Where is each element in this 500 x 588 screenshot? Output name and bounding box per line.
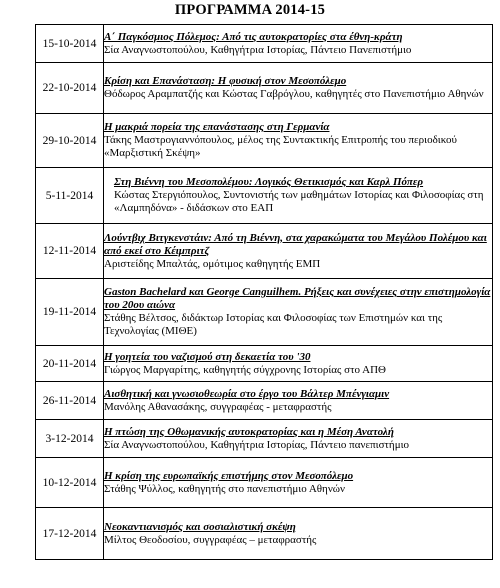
row-date: 29-10-2014: [36, 114, 104, 168]
lecture-topic: Αισθητική και γνωσιοθεωρία στο έργο του Βάλτερ Μπένγιαμιν: [104, 387, 390, 400]
schedule-table: [35, 24, 493, 560]
lecture-speaker: Στάθης Βέλτσος, διδάκτωρ Ιστορίας και Φιλοσοφίας των Επιστημών και της Τεχνολογίας (ΜΙΘΕ): [104, 312, 443, 337]
row-info: [104, 63, 493, 114]
row-info: [104, 114, 493, 168]
row-date: 22-10-2014: [36, 63, 104, 114]
lecture-speaker: Σία Αναγνωστοπούλου, Καθηγήτρια Ιστορίας, Πάντειο Πανεπιστήμιο: [104, 43, 412, 56]
row-info: [104, 508, 493, 560]
lecture-speaker: Τάκης Μαστρογιαννόπουλος, μέλος της Συντακτικής Επιτροπής του περιοδικού «Μαρξιστική Σκέψη»: [104, 134, 457, 159]
page-title: ΠΡΟΓΡΑΜΜΑ 2014-15: [174, 2, 326, 18]
lecture-speaker: Μίλτος Θεοδοσίου, συγγραφέας – μεταφραστής: [104, 533, 317, 546]
row-date: 10-12-2014: [36, 458, 104, 508]
lecture-speaker: Θόδωρος Αραμπατζής και Κώστας Γαβρόγλου, καθηγητές στο Πανεπιστήμιο Αθηνών: [104, 88, 484, 100]
lecture-topic: Α΄ Παγκόσμιος Πόλεμος: Από τις αυτοκρατορίες στα έθνη-κράτη: [104, 30, 403, 43]
lecture-topic: Η πτώση της Οθωμανικής αυτοκρατορίας και η Μέση Ανατολή: [104, 425, 394, 438]
lecture-speaker: Γιώργος Μαργαρίτης, καθηγητής σύγχρονης Ιστορίας στο ΑΠΘ: [104, 363, 386, 376]
lecture-topic: Κρίση και Επανάσταση: Η φυσική στον Μεσοπόλεμο: [104, 75, 347, 87]
lecture-topic: Νεοκαντιανισμός και σοσιαλιστική σκέψη: [104, 520, 296, 533]
lecture-speaker: Σία Αναγνωστοπούλου, Καθηγήτρια Ιστορίας, Πάντειο πανεπιστήμιο: [104, 438, 410, 451]
row-date: 5-11-2014: [36, 168, 104, 224]
lecture-topic: Η γοητεία του ναζισμού στη δεκαετία του '30: [104, 350, 311, 363]
table-row: [36, 508, 493, 560]
row-info: [104, 420, 493, 458]
lecture-speaker: Αριστείδης Μπαλτάς, ομότιμος καθηγητής ΕΜΠ: [104, 257, 321, 270]
lecture-topic: Στη Βιέννη του Μεσοπολέμου: Λογικός Θετικισμός και Καρλ Πόπερ: [114, 176, 424, 188]
lecture-topic: Λούντβιχ Βιτγκενστάιν: Από τη Βιέννη, στα χαρακώματα του Μεγάλου Πολέμου και από εκεί στο Κέιμπριτζ: [104, 231, 487, 257]
row-info: [104, 168, 493, 224]
row-date: 26-11-2014: [36, 382, 104, 420]
lecture-topic: Gaston Bachelard και George Canguilhem. Ρήξεις και συνέχειες στην επιστημολογία του 20ου αιώνα: [104, 286, 491, 311]
row-date: 19-11-2014: [36, 279, 104, 346]
row-info: [104, 279, 493, 346]
table-row: [36, 25, 493, 63]
lecture-topic: Η κρίση της ευρωπαϊκής επιστήμης στον Μεσοπόλεμο: [104, 469, 354, 482]
row-info: [104, 224, 493, 279]
lecture-speaker: Μανόλης Αθανασάκης, συγγραφέας - μεταφραστής: [104, 400, 332, 413]
table-row: [36, 168, 493, 224]
lecture-speaker: Στάθης Ψύλλος, καθηγητής στο πανεπιστήμιο Αθηνών: [104, 482, 346, 495]
table-row: [36, 279, 493, 346]
table-row: [36, 63, 493, 114]
row-date: 3-12-2014: [36, 420, 104, 458]
table-row: [36, 346, 493, 382]
table-row: [36, 458, 493, 508]
row-info: [104, 346, 493, 382]
row-info: [104, 458, 493, 508]
row-info: [104, 382, 493, 420]
table-row: [36, 114, 493, 168]
row-date: 15-10-2014: [36, 25, 104, 63]
table-row: [36, 420, 493, 458]
table-row: [36, 382, 493, 420]
table-row: [36, 224, 493, 279]
row-date: 12-11-2014: [36, 224, 104, 279]
row-date: 17-12-2014: [36, 508, 104, 560]
lecture-topic: Η μακριά πορεία της επανάστασης στη Γερμανία: [104, 121, 330, 133]
row-date: 20-11-2014: [36, 346, 104, 382]
lecture-speaker: Κώστας Στεργιόπουλος, Συντονιστής των μαθημάτων Ιστορίας και Φιλοσοφίας στη «Λαμπηδόνα» - διδάσκων στο ΕΑΠ: [114, 189, 484, 214]
row-info: [104, 25, 493, 63]
